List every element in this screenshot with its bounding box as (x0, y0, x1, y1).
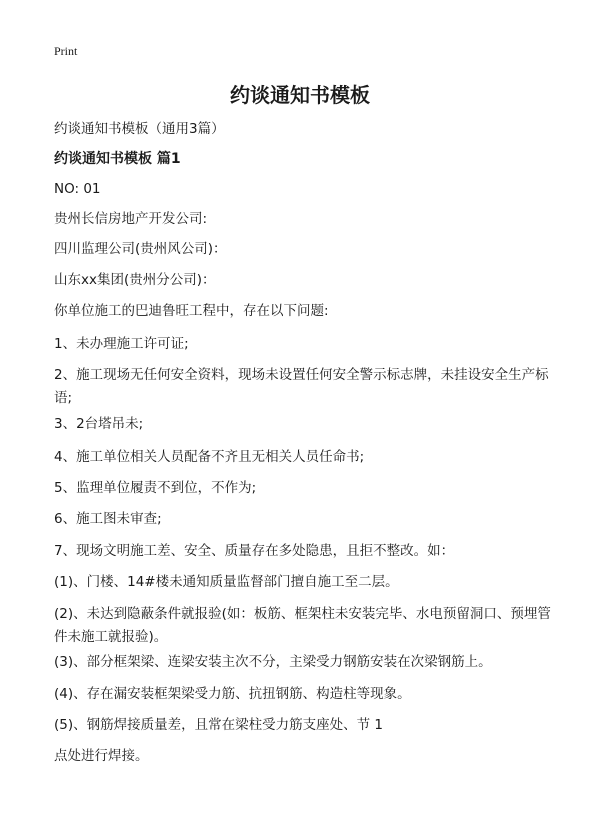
sub-issue-item: (3)、部分框架梁、连梁安装主次不分，主梁受力钢筋安装在次梁钢筋上。 (54, 654, 492, 670)
recipient-supervisor: 四川监理公司(贵州风公司)： (54, 241, 227, 257)
document-title: 约谈通知书模板 (230, 83, 370, 107)
issue-item: 5、监理单位履责不到位，不作为; (54, 480, 257, 496)
issue-item: 1、未办理施工许可证; (54, 336, 189, 352)
issue-item: 7、现场文明施工差、安全、质量存在多处隐患，且拒不整改。如： (54, 543, 455, 559)
sub-issue-item: (5)、钢筋焊接质量差，且常在梁柱受力筋支座处、节 1 (54, 717, 384, 733)
recipient-developer: 贵州长信房地产开发公司: (54, 211, 208, 227)
issue-item: 2、施工现场无任何安全资料，现场未设置任何安全警示标志牌，未挂设安全生产标语; (54, 367, 549, 406)
section-heading: 约谈通知书模板 篇1 (54, 151, 181, 167)
continuation-text: 点处进行焊接。 (54, 748, 149, 764)
issue-item: 4、施工单位相关人员配备不齐且无相关人员任命书; (54, 449, 365, 465)
recipient-contractor: 山东xx集团(贵州分公司)： (54, 272, 216, 288)
intro-paragraph: 你单位施工的巴迪鲁旺工程中，存在以下问题: (54, 303, 329, 319)
issue-item: 6、施工图未审查; (54, 511, 162, 527)
sub-issue-item: (2)、未达到隐蔽条件就报验(如：板筋、框架柱未安装完毕、水电预留洞口、预埋管件未施工就报验)。 (54, 606, 551, 645)
sub-issue-item: (4)、存在漏安装框架梁受力筋、抗扭钢筋、构造柱等现象。 (54, 686, 411, 702)
print-label: Print (54, 44, 78, 58)
notice-number: NO: 01 (54, 181, 101, 197)
sub-issue-item: (1)、门楼、14#楼未通知质量监督部门擅自施工至二层。 (54, 574, 399, 590)
document-subtitle: 约谈通知书模板（通用3篇） (54, 121, 225, 137)
issue-item: 3、2台塔吊未; (54, 416, 144, 432)
